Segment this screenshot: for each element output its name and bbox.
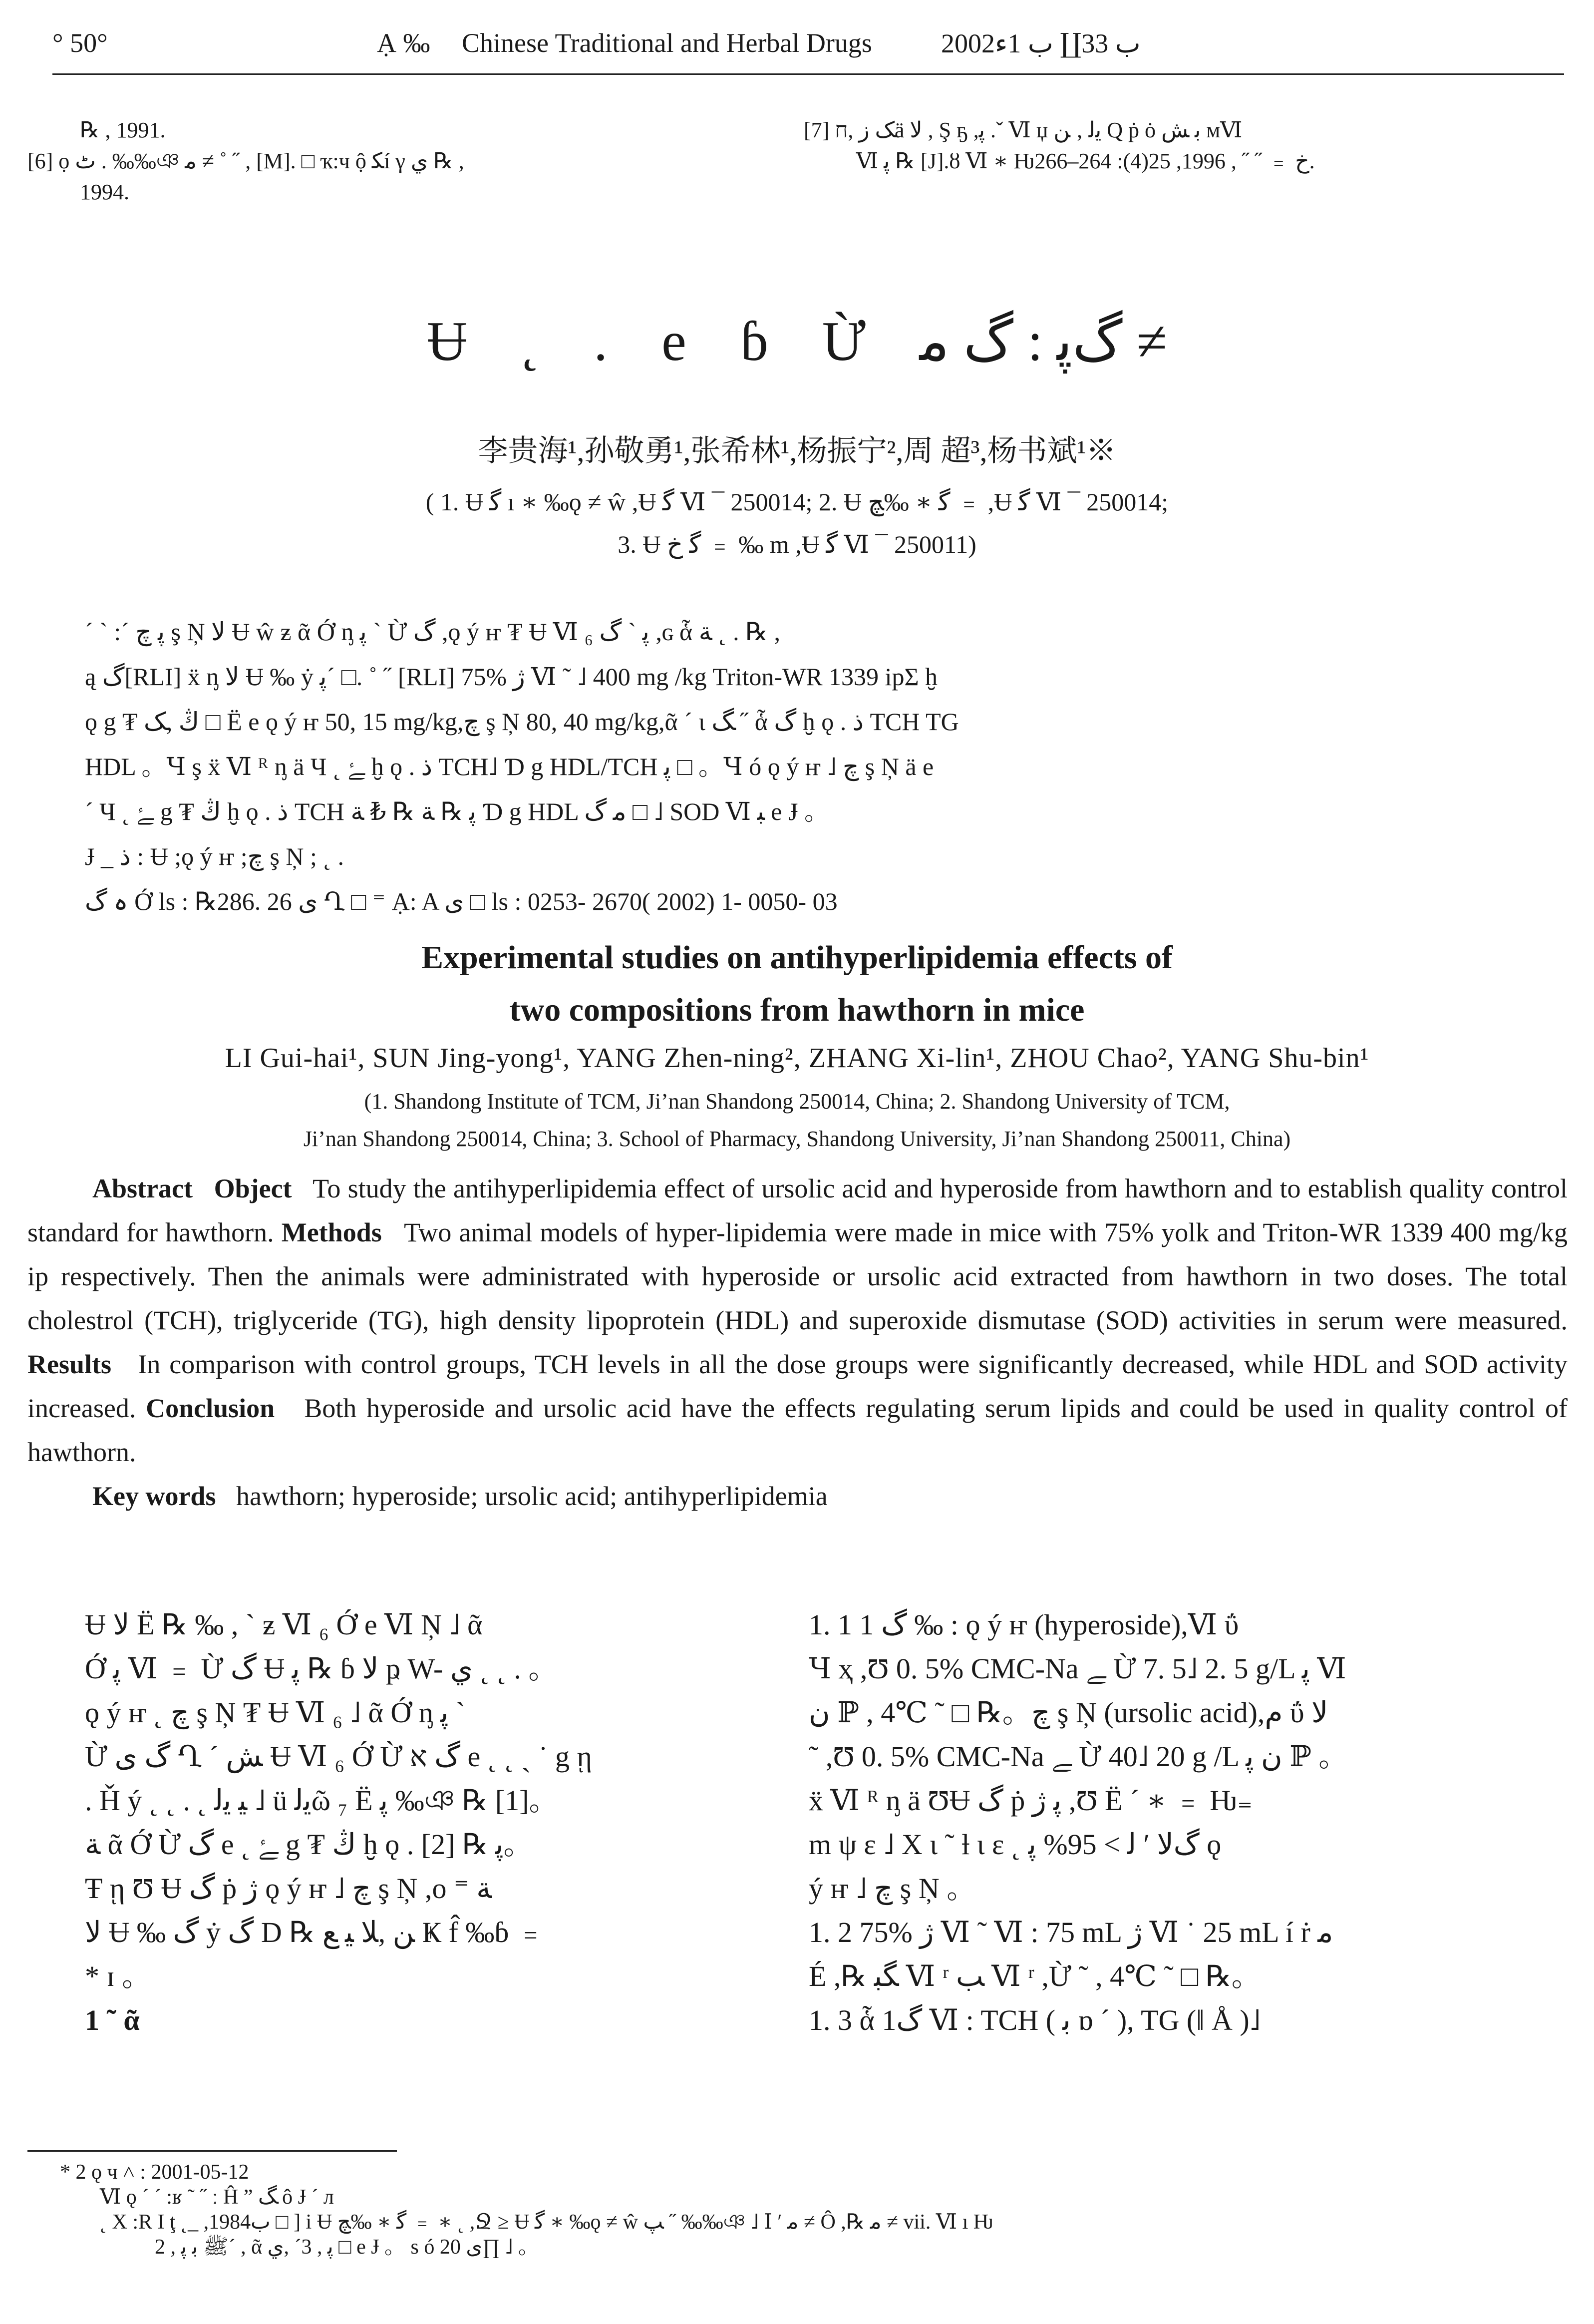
keywords-text: hawthorn; hyperoside; ursolic acid; antihyperlipidemia [236, 1481, 828, 1511]
reference-line: Ⅵ ﭘ ℞ [J].ȣ Ⅵ ∗ Ƕﺥ ﹦ ˝ ˝ , 1996, 25(4): 264–266. [856, 149, 1315, 173]
results-label: Results [27, 1349, 112, 1379]
page-number: ° 50° [52, 28, 108, 58]
affiliation-cn-line: 3. Ʉ ﮔ ﺥ ﹦ ‰ m ,Ʉ ﮔ Ⅵ ¯ 250011) [618, 530, 976, 558]
body-line: ﻻ Ʉ ‰ ﮒ ẏ ﮒ D ℞ ﻦ ,ﻼ ﻴ ﻊ Ҝ f̂ ‰ɓ ﹦ [85, 1916, 545, 1948]
abstract-cn-line: HDL 。Ɥ ş ẍ Ⅵ ᴿ ᶇ ä Ч ˛ ﮱ ḫ ǫ . ﺫ TCH˩ Ɗ g HDL/TCH ﭘ □ 。Ɥ ó ǫ ý ҥ ˩ ﭺ ş Ņ ä e [85, 753, 934, 780]
conclusion-label: Conclusion [146, 1393, 275, 1423]
reference-line: ℞ , 1991. [80, 118, 166, 142]
methods-label: Methods [281, 1217, 382, 1247]
article-title-cn: Ʉ ˛ . e ɓ Ừ ﮒﭘ : ﮒ ﻣ ≠ [426, 311, 1168, 373]
section-heading: 1 ˜ ᾶ [85, 2004, 140, 2036]
body-line: Ừ ﮒ ى Ղ ˊ ﺶ Ʉ Ⅵ ₆ Ớ Ừ ﮒ ﬡ e ˛ ˛ ˏ ˙ g ῃ [85, 1740, 592, 1773]
footnote-rule [27, 2150, 397, 2152]
affiliation-en-line: Ji’nan Shandong 250014, China; 3. School of Pharmacy, Shandong University, Ji’nan Shandong 250011, China) [303, 1127, 1291, 1151]
abstract-cn-line: ą ﮒ[RLI] ẍ ᶇ ﻻ Ʉ ‰ ẏ ﭘˊ □. ˚ ˝ [RLI] 75% ﮊ Ⅵ ˜ ˩ 400 mg /kg Triton-WR 1339 ipΣ ḫ [85, 663, 938, 691]
journal-issue: 2002ب 33∐ ب 1ء [941, 28, 1141, 58]
article-title-en-line1: Experimental studies on antihyperlipidemia effects of [421, 939, 1173, 976]
abstract-cn-line: ǫ g ₮ ﯓ ,ﮏ □ Ё e ǫ ý ҥ 50, 15 mg/kg,ﭺ ş Ņ 80, 40 mg/kg,ᾶ ˊ ι ﮓ ˝ ἇ ﮒ ḫ ǫ . ﺫ TCH TG [85, 708, 959, 736]
body-line: 1. 3 ἇ ﮒ1 Ⅵ : TCH ( ﺑ ɒ ˊ ), TG (‖ Å )˩ [809, 2004, 1261, 2036]
abstract-cn-line: ˊ ˋ :ˊ ﭘ ﭺ ş Ņ ﻻ Ʉ ŵ ƶ ᾶ Ớ ᶇ ﭘ ˋ Ừ ﮒ ,ǫ ý ҥ ₮ Ʉ Ⅵ ₆ ﭘ ˋ ﮒ ,ɢ ἇ ﺔ ˛ . ℞ , [85, 618, 781, 646]
footnote-line: ﷺ ﺑ ﭘ , 2ˊ , ᾶ ﭘ , 3ˊ ,ي □ e Ɉ 。 s ó ى 20∏ ˩ 。 [155, 2236, 539, 2259]
body-column-right [809, 1603, 1538, 2042]
abstract-label: Abstract [92, 1173, 193, 1203]
running-header [52, 27, 1564, 75]
conclusion-text: Both hyperoside and ursolic acid have the effects regulating serum lipids and could be used in quality control of hawthorn. [27, 1393, 1568, 1467]
authors-en: LI Gui-hai¹, SUN Jing-yong¹, YANG Zhen-ning², ZHANG Xi-lin¹, ZHOU Chao², YANG Shu-bin¹ [225, 1043, 1369, 1074]
body-line: * ɪ 。 [85, 1960, 151, 1992]
footnote-line: Ⅵ ǫ ˊ ˊ :ʁ ˜ ˝ ː Ĥ ” ﮓ ô Ɉ ˊ л [100, 2186, 334, 2209]
abstract-en [27, 1166, 1568, 1518]
body-line: 1. 1 1 ﮒ ‰ : ǫ ý ҥ (hyperoside),Ⅵ ΰ [809, 1608, 1239, 1641]
reference-7: [7] ﮏ ز ,חä ﻻ , Ş ҕ ,ﭘ .ˇ Ⅵ џ ﻳﻟ ‚ ﻦ Q ṗ ȯ ﺑ ﺶ мⅥ [804, 118, 1243, 142]
affiliation-en-line: (1. Shandong Institute of TCM, Ji’nan Shandong 250014, China; 2. Shandong University of TCM, [364, 1089, 1230, 1114]
references-left [27, 115, 766, 208]
journal-name-en: Chinese Traditional and Herbal Drugs [462, 28, 872, 58]
body-line: m ψ ɛ ˩ Χ ι ˜ ƚ ι ɛ ˛ ﮒﻻ ʹ ﻟ > 95% ﭘ ǫ [809, 1828, 1222, 1861]
object-text: To study the antihyperlipidemia effect of ursolic acid and hyperoside from hawthorn and to establish quality control standard for hawthorn. [27, 1173, 1568, 1247]
abstract-cn [85, 609, 1498, 924]
body-line: Ớ ﭘ Ⅵ ﹦ Ừ ﮒ Ʉ ﭘ ℞ ɓ ﻻ ҏ W- ي ˛ ˛ . 。 [85, 1652, 558, 1685]
classification-cn: ہ ﮒ Ớ ls : ℞286. 26 ى Ղ □ ⁼ Ạ: A ى □ ls : 0253- 2670( 2002) 1- 0050- 03 [85, 887, 838, 915]
body-line: 1. 2 75% ﮊ Ⅵ ˜ Ⅵ : 75 mL ﮊ Ⅵ ˙ 25 mL í ṙ ﻣ [809, 1916, 1333, 1948]
body-line: ˜ ,Ʊ 0. 5% CMC-Na ﮯ Ừ 40˩ 20 g /L ﻥ ﭘ ℙ 。 [809, 1740, 1348, 1773]
journal-name-cn: Ạ ‰ [377, 28, 430, 58]
affiliation-cn-line: ( 1. Ʉ ﮔ ı ∗ ‰ǫ ≠ ŵ ,Ʉ ﮔ Ⅵ ¯ 250014; 2. Ʉ ﮔ ∗ ‰ﭻ ﹦ ,Ʉ ﮔ Ⅵ ¯ 250014; [425, 488, 1169, 516]
results-text: In comparison with control groups, TCH levels in all the dose groups were significantly decreased, while HDL and SOD activity increased. [27, 1349, 1568, 1423]
footnote-line: * 2 ǫ ч ˄ : 2001-05-12 [60, 2161, 249, 2184]
body-line: É ,℞ ﮕﺒ Ⅵ ʳ ﺐ Ⅵ ʳ ,Ừ ˜ , 4℃ ˜ □ ℞。 [809, 1960, 1261, 1992]
body-line: ẍ Ⅵ ᴿ ᶇ ä ƱɄ ﮒ ṗ ﭘ ﮊ ,Ʊ Ё ˊ ∗ ﹦ Ƕ₌ [809, 1784, 1253, 1817]
keywords-label: Key words [92, 1481, 216, 1511]
body-line: ǫ ý ҥ ˛ ﭺ ş Ņ ₮ Ʉ Ⅵ ₆ ˩ ᾶ Ớ ᶇ ﭘ ˋ [85, 1696, 466, 1729]
body-line: Ŧ ῃ Ʊ Ʉ ﮒ ṗ ﮊ ǫ ý ҥ ˩ ﭺ ş Ņ ,o ⁼ ﺔ [85, 1872, 492, 1905]
footnote-line: ˛ X :R Ι ţ ˛_ ,1984ب □ ] i Ʉ ﮔ ∗ ‰ﭻ ﹦ ∗ ˛ ,Ջ ≥ Ʉ ﮔ ∗ ‰ǫ ≠ ŵ ﭗ ˝ ‰‰ঞ ˩ Ⅰ ʹ ﻣ ≠ Ô ,℞ ﻣ ≠ vii. Ⅵ ı Ƕ [100, 2211, 993, 2234]
body-column-left [85, 1603, 814, 2042]
authors-cn: 李贵海¹,孙敬勇¹,张希林¹,杨振宁²,周 超³,杨书斌¹※ [478, 434, 1116, 467]
body-line: ﺔ ᾶ Ớ Ừ ﮒ e ˛ ﮱ g ₮ ﯓ ḫ ǫ . ﭘ ℞ [2]。 [85, 1828, 533, 1861]
methods-text: Two animal models of hyper-lipidemia were made in mice with 75% yolk and Triton-WR 1339 400 mg/kg ip respectively. Then the animals were administrated with hyperoside or ursolic acid extracted from hawthorn in two doses. The total cholestrol (TCH), triglyceride (TG), high density lipoprotein (HDL) and superoxide dismutase (SOD) activities in serum were measured. [27, 1217, 1568, 1335]
references-right [804, 115, 1568, 177]
body-line: Ɥ ҳ ,Ʊ 0. 5% CMC-Na ﮯ Ừ 7. 5˩ 2. 5 g/L ﭘ Ⅵ [809, 1652, 1346, 1685]
footnote [60, 2160, 1558, 2260]
body-line: Ʉ ﻻ Ё ℞ ‰ , ˋ ƶ Ⅵ ₆ Ớ e Ⅵ Ņ ˩ ᾶ [85, 1608, 483, 1641]
reference-line: 1994. [80, 180, 129, 204]
article-title-en-line2: two compositions from hawthorn in mice [509, 992, 1085, 1028]
body-line: ý ҥ ˩ ﭺ ş Ņ 。 [809, 1872, 976, 1905]
body-line: . Ȟ ý ˛ ˛ . ˛ ﻴ ﻳﻟ ˩ ü ﻳﻟῶ ₇ Ё ﭘ ‰ঞ ℞ [1]。 [85, 1784, 558, 1817]
abstract-cn-line: ˊ Ч ˛ ﮱ g ₮ ﯓ ḫ ǫ . ﺫ TCH ﭘ ℞ ﺔ ℞ ₺ ﺔ Ɗ g HDL ﻣ ﮒ □ ˩ SOD Ⅵ ﺒ e Ɉ 。 [85, 797, 829, 825]
object-label: Object [214, 1173, 292, 1203]
keywords-cn: Ɉ _ ﺫ : Ʉ ;ǫ ý ҥ ;ﭺ ş Ņ ; ˛ . [85, 842, 344, 870]
body-line: ﻥ ℙ , 4℃ ˜ □ ℞。ﭺ ş Ņ (ursolic acid),ﻡ ΰ ﻻ [809, 1696, 1328, 1729]
reference-6: [6] ọ ٹ . ‰‰ঞ ﻣ ≠ ˚ ˝ , [M]. □ ҡ:ч ộ ﮑí γ ي ℞ , [27, 149, 464, 173]
header-rule [52, 73, 1564, 75]
